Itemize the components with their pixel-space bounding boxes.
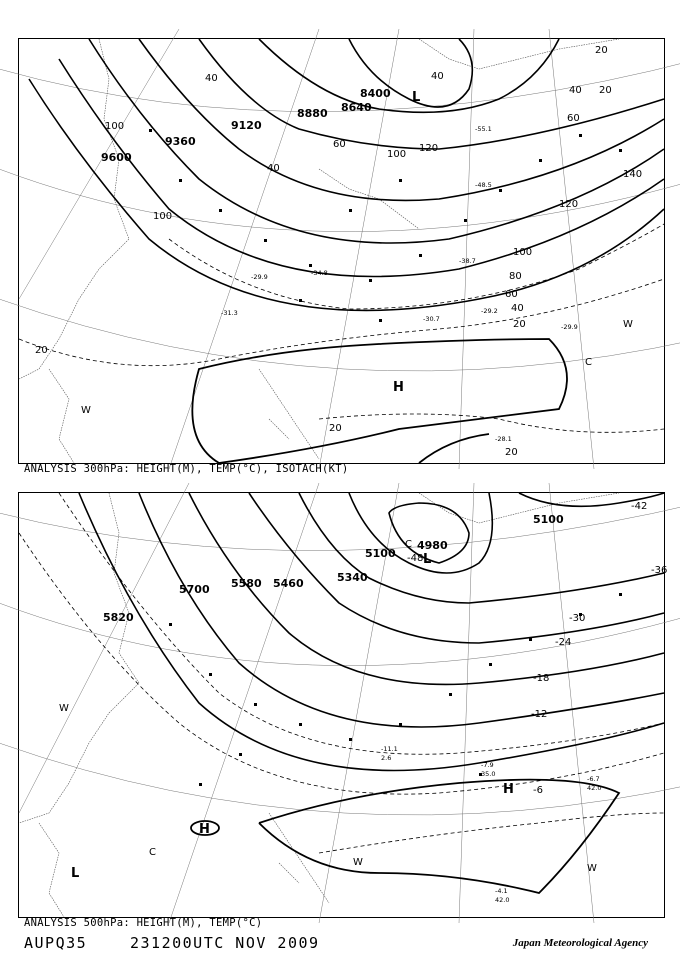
high-center-marker: H (393, 380, 404, 395)
height-label-6: 8400 (360, 87, 391, 100)
jet-max-outline (192, 339, 567, 463)
isotach-label-11: 80 (509, 271, 522, 282)
height-label-3: 5580 (231, 577, 262, 590)
station-plots (169, 593, 622, 786)
height-label-8: 5100 (533, 513, 564, 526)
cold-center-marker: C (585, 357, 592, 368)
isotach-label-16: 20 (329, 423, 342, 434)
isotach-label-3: 40 (205, 73, 218, 84)
cold-center-marker-2: C (149, 847, 156, 858)
height-label-3: 9120 (231, 119, 262, 132)
station-plots (149, 129, 622, 322)
temp-label-6: -28.1 (495, 435, 512, 443)
isotach-label-2: 100 (153, 211, 173, 222)
height-label-1: 9600 (101, 151, 132, 164)
temp-contour-label-2: -36 (651, 565, 668, 576)
temp-contour-label-3: -30 (569, 613, 586, 624)
temp-label-8: -48.5 (475, 181, 492, 189)
temp-contour-label-7: -6 (533, 785, 543, 796)
station-label-1: -7.9 (481, 761, 494, 769)
map-panel-500hpa (18, 492, 668, 918)
isotach-label-17: 20 (505, 447, 518, 458)
height-label-4: 5460 (273, 577, 304, 590)
warm-center-marker-1: W (81, 405, 91, 416)
isotach-label-12: 60 (505, 289, 518, 300)
chart-identifier: AUPQ35 (24, 934, 88, 952)
station-label-4: 42.0 (495, 896, 510, 904)
isotach-label-5: 60 (333, 139, 346, 150)
height-contours (79, 493, 664, 771)
isotach-label-6: 100 (387, 149, 407, 160)
cold-center-marker-1: C (405, 539, 412, 550)
height-label-2: 9360 (165, 135, 196, 148)
agency-name: Japan Meteorological Agency (512, 937, 648, 949)
isotach-label-7: 120 (419, 143, 439, 154)
temp-label-4: -30.7 (423, 315, 440, 323)
warm-center-marker-1: W (59, 703, 69, 714)
station-label-6: 42.0 (587, 784, 602, 792)
isotach-label-14: 20 (513, 319, 526, 330)
isotach-label-4: 40 (267, 163, 280, 174)
isotach-label-13: 40 (511, 303, 524, 314)
temp-contour-label-6: -12 (531, 709, 548, 720)
station-label-8: 2.6 (381, 754, 392, 762)
isotach-label-8: 140 (623, 169, 643, 180)
station-label-2: 35.0 (481, 770, 496, 778)
low-center-marker: L (412, 90, 421, 105)
temp-contour-label-1: -42 (631, 501, 648, 512)
isotach-label-19: 40 (431, 71, 444, 82)
height-label-6: 5100 (365, 547, 396, 560)
low-center-marker-1: L (423, 552, 432, 567)
caption-300hpa: ANALYSIS 300hPa: HEIGHT(M), TEMP(°C), ISOTACH(KT) (24, 463, 349, 475)
station-label-5: -6.7 (587, 775, 600, 783)
height-contours (29, 39, 664, 310)
height-label-5: 5340 (337, 571, 368, 584)
height-label-1: 5820 (103, 611, 134, 624)
warm-center-marker-2: W (623, 319, 633, 330)
temp-label-10: -29.9 (561, 323, 578, 331)
temp-label-5: -29.2 (481, 307, 498, 315)
temp-contour-label-5: -18 (533, 673, 550, 684)
map-300hpa (19, 39, 664, 463)
graticule-lines (0, 483, 680, 923)
isotach-label-9: 120 (559, 199, 579, 210)
temp-label-7: -38.7 (459, 257, 476, 265)
station-label-7: -11.1 (381, 745, 398, 753)
low-center-marker-2: L (71, 866, 80, 881)
high-center-marker-2: H (199, 822, 210, 837)
high-center-marker-1: H (503, 782, 514, 797)
isotach-label-10: 100 (513, 247, 533, 258)
temp-label-3: -34.8 (311, 269, 328, 277)
isotach-label-15: 20 (35, 345, 48, 356)
isotach-label-18: 20 (595, 45, 608, 56)
height-label-5: 8640 (341, 101, 372, 114)
temp-contour-label-8: -48 (407, 553, 424, 564)
warm-center-marker-2: W (353, 857, 363, 868)
height-label-2: 5700 (179, 583, 210, 596)
isotach-label-1: 100 (105, 121, 125, 132)
valid-time: 231200UTC NOV 2009 (130, 934, 320, 952)
warm-center-marker-3: W (587, 863, 597, 874)
isotach-label-21: 20 (599, 85, 612, 96)
isotach-label-20: 40 (569, 85, 582, 96)
station-label-3: -4.1 (495, 887, 508, 895)
isotach-label-22: 60 (567, 113, 580, 124)
height-label-4: 8880 (297, 107, 328, 120)
coastlines (19, 493, 619, 917)
caption-500hpa: ANALYSIS 500hPa: HEIGHT(M), TEMP(°C) (24, 917, 263, 929)
temp-contour-label-4: -24 (555, 637, 572, 648)
temp-label-1: -29.9 (251, 273, 268, 281)
map-500hpa (19, 493, 668, 917)
height-label-7: 4980 (417, 539, 448, 552)
temp-label-2: -31.3 (221, 309, 238, 317)
warm-ridge-outline (191, 780, 619, 893)
temp-label-9: -55.1 (475, 125, 492, 133)
map-panel-300hpa (18, 38, 665, 464)
